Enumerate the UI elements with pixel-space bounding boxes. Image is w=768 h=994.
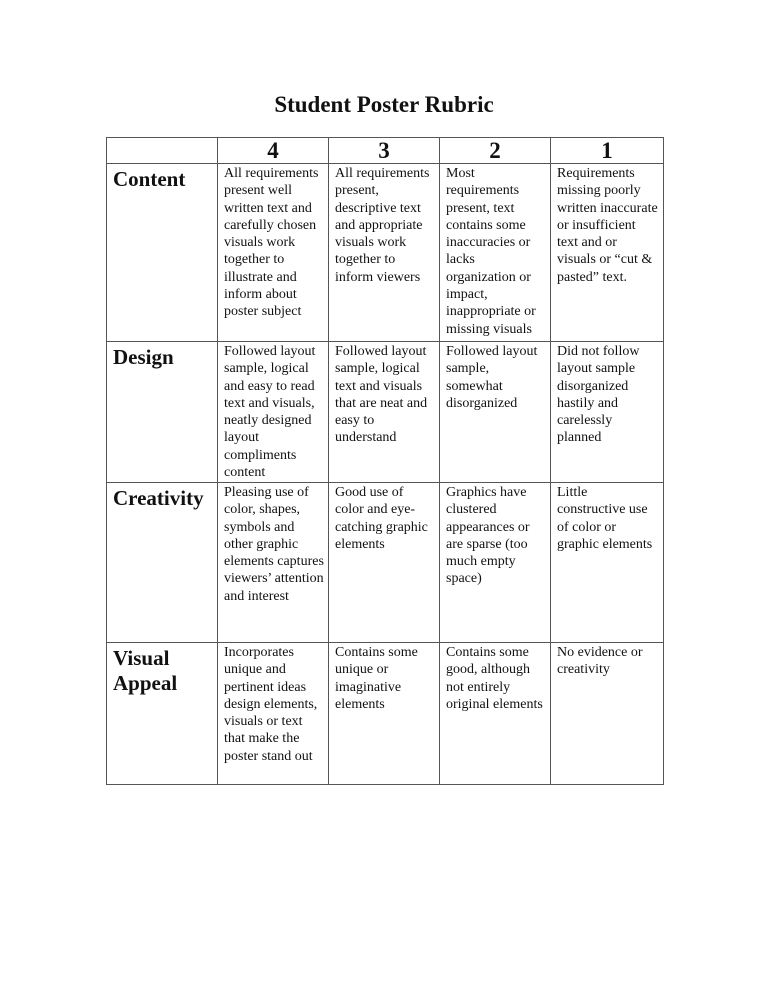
criterion-label: Visual Appeal xyxy=(107,643,218,785)
rubric-cell: Did not follow layout sample disorganized hastily and carelessly planned xyxy=(551,342,664,483)
criterion-label: Creativity xyxy=(107,483,218,643)
header-corner-cell xyxy=(107,138,218,164)
rubric-cell: All requirements present, descriptive text and appropriate visuals work together to inform viewers xyxy=(329,164,440,342)
rubric-cell: Requirements missing poorly written inaccurate or insufficient text and or visuals or “cut & pasted” text. xyxy=(551,164,664,342)
table-row-content xyxy=(107,164,664,342)
rubric-cell: Followed layout sample, logical text and visuals that are neat and easy to understand xyxy=(329,342,440,483)
header-level-2: 2 xyxy=(440,138,551,164)
table-row-design xyxy=(107,342,664,483)
rubric-table xyxy=(106,137,664,785)
rubric-cell: Contains some unique or imaginative elements xyxy=(329,643,440,785)
header-level-1: 1 xyxy=(551,138,664,164)
table-row-creativity xyxy=(107,483,664,643)
rubric-cell: Good use of color and eye-catching graphic elements xyxy=(329,483,440,643)
rubric-cell: Pleasing use of color, shapes, symbols and other graphic elements captures viewers’ attention and interest xyxy=(218,483,329,643)
rubric-cell: Followed layout sample, somewhat disorganized xyxy=(440,342,551,483)
rubric-cell: No evidence or creativity xyxy=(551,643,664,785)
rubric-cell: Followed layout sample, logical and easy to read text and visuals, neatly designed layout compliments content xyxy=(218,342,329,483)
header-level-4: 4 xyxy=(218,138,329,164)
header-level-3: 3 xyxy=(329,138,440,164)
header-row xyxy=(107,138,664,164)
document-title: Student Poster Rubric xyxy=(274,92,494,117)
rubric-cell: Graphics have clustered appearances or are sparse (too much empty space) xyxy=(440,483,551,643)
rubric-cell: All requirements present well written text and carefully chosen visuals work together to illustrate and inform about poster subject xyxy=(218,164,329,342)
rubric-cell: Little constructive use of color or graphic elements xyxy=(551,483,664,643)
rubric-cell: Incorporates unique and pertinent ideas design elements, visuals or text that make the poster stand out xyxy=(218,643,329,785)
criterion-label: Design xyxy=(107,342,218,483)
rubric-cell: Contains some good, although not entirely original elements xyxy=(440,643,551,785)
criterion-label: Content xyxy=(107,164,218,342)
rubric-cell: Most requirements present, text contains some inaccuracies or lacks organization or impact, inappropriate or missing visuals xyxy=(440,164,551,342)
table-row-visual-appeal xyxy=(107,643,664,785)
